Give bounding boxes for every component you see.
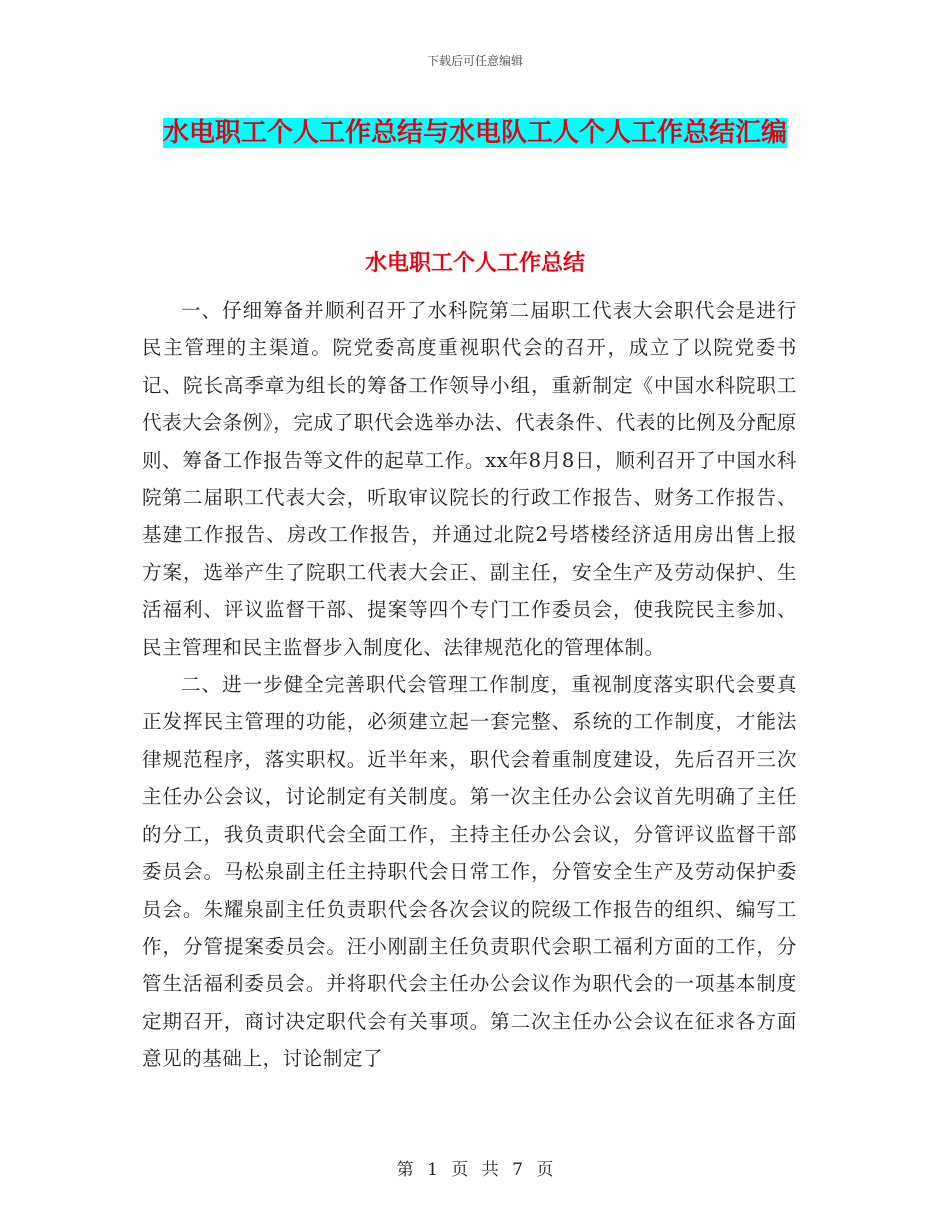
paragraph-2: 二、进一步健全完善职代会管理工作制度，重视制度落实职代会要真正发挥民主管理的功能，必须建立起一套完整、系统的工作制度，才能法律规范程序，落实职权。近半年来，职代会着重制度建设，先后召开三次主任办公会议，讨论制定有关制度。第一次主任办公会议首先明确了主任的分工，我负责职代会全面工作，主持主任办公会议，分管评议监督干部委员会。马松泉副主任主持职代会日常工作，分管安全生产及劳动保护委员会。朱耀泉副主任负责职代会各次会议的院级工作报告的组织、编写工作，分管提案委员会。汪小刚副主任负责职代会职工福利方面的工作，分管生活福利委员会。并将职代会主任办公会议作为职代会的一项基本制度定期召开，商讨决定职代会有关事项。第二次主任办公会议在征求各方面意见的基础上，讨论制定了 <box>142 673 797 1071</box>
section-title: 水电职工个人工作总结 <box>364 251 585 276</box>
page-number: 第 1 页 共 7 页 <box>396 1160 554 1180</box>
paragraph-1: 一、仔细筹备并顺利召开了水科院第二届职工代表大会职代会是进行民主管理的主渠道。院党委高度重视职代会的召开，成立了以院党委书记、院长高季章为组长的筹备工作领导小组，重新制定《中国水科院职工代表大会条例》，完成了职代会选举办法、代表条件、代表的比例及分配原则、筹备工作报告等文件的起草工作。xx年8月8日，顺利召开了中国水科院第二届职工代表大会，听取审议院长的行政工作报告、财务工作报告、基建工作报告、房改工作报告，并通过北院2号塔楼经济适用房出售上报方案，选举产生了院职工代表大会正、副主任，安全生产及劳动保护、生活福利、评议监督干部、提案等四个专门工作委员会，使我院民主参加、民主管理和民主监督步入制度化、法律规范化的管理体制。 <box>142 299 797 659</box>
document-title-text: 水电职工个人工作总结与水电队工人个人工作总结汇编 <box>162 118 787 148</box>
header-note: 下载后可任意编辑 <box>426 54 523 68</box>
document-title <box>145 110 805 156</box>
document-body <box>142 292 797 1078</box>
